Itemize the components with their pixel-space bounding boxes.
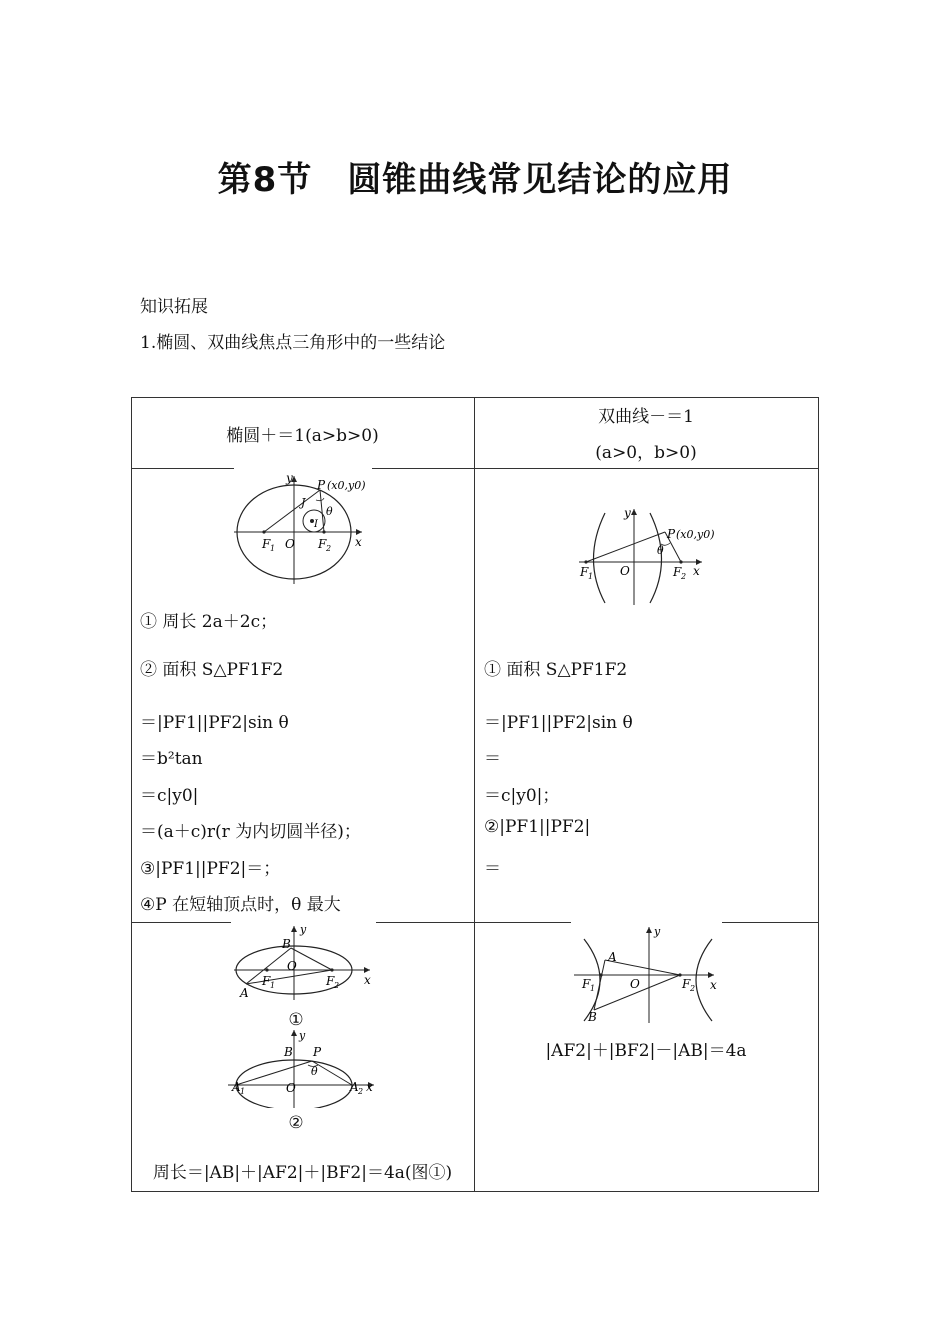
- f2-label: F: [326, 974, 335, 988]
- a2-label: A: [350, 1080, 359, 1094]
- row-divider: [131, 468, 234, 469]
- hyperbola-header-line2: (a>0，b>0): [595, 443, 697, 463]
- a1-label: A: [232, 1080, 241, 1094]
- ellipse-item-5: ＝c|y0|: [140, 786, 199, 806]
- hyperbola-item-2: ＝|PF1||PF2|sin θ: [484, 713, 633, 733]
- origin-label: O: [285, 537, 295, 551]
- x-axis-label: x: [710, 978, 717, 992]
- b-label: B: [282, 937, 291, 951]
- hyperbola-focal-triangle-figure: [577, 505, 727, 607]
- y-axis-label: y: [299, 1029, 306, 1042]
- row-divider: [372, 468, 819, 469]
- ellipse-item-2: ② 面积 S△PF1F2: [140, 660, 284, 680]
- f1-label: F: [262, 974, 271, 988]
- ellipse-item-1: ① 周长 2a＋2c；: [140, 612, 278, 632]
- ellipse-item-7: ③|PF1||PF2|＝；: [140, 859, 281, 879]
- p-coord: (x0,y0): [327, 479, 366, 492]
- b-label: B: [588, 1010, 597, 1024]
- figure-caption-2: ②: [288, 1113, 304, 1133]
- origin-label: O: [286, 1081, 296, 1095]
- f2-label: F: [673, 565, 682, 579]
- origin-label: O: [630, 977, 640, 991]
- p-coord: (x0,y0): [676, 528, 715, 541]
- y-axis-label: y: [286, 471, 293, 485]
- theta-label: θ: [657, 544, 664, 557]
- a1-sub: 1: [240, 1087, 246, 1096]
- x-axis-label: x: [366, 1080, 373, 1094]
- ellipse-focal-chord-figure: [232, 922, 377, 1002]
- hyperbola-focal-chord-figure: [572, 925, 722, 1025]
- f2-sub: 2: [334, 981, 340, 990]
- ellipse-item-8: ④P 在短轴顶点时，θ 最大: [140, 895, 341, 915]
- ellipse-item-4: ＝b²tan: [140, 749, 203, 769]
- x-axis-label: x: [355, 535, 362, 549]
- p-label: P: [317, 478, 326, 492]
- origin-label: O: [620, 564, 630, 578]
- figure-caption-1: ①: [288, 1010, 304, 1030]
- y-axis-label: y: [300, 923, 307, 936]
- row-divider: [722, 922, 819, 923]
- b-label: B: [284, 1045, 293, 1059]
- f2-label: F: [682, 977, 691, 991]
- ellipse-vertex-angle-figure: [226, 1028, 381, 1108]
- f1-label: F: [580, 565, 589, 579]
- table-border-bottom: [131, 1191, 819, 1192]
- item-heading: 1.椭圆、双曲线焦点三角形中的一些结论: [140, 333, 446, 353]
- hyperbola-item-3: ＝: [484, 749, 501, 769]
- x-axis-label: x: [364, 973, 371, 987]
- f1-sub: 1: [270, 981, 276, 990]
- f1-sub: 1: [590, 984, 596, 993]
- p-label: P: [667, 527, 676, 541]
- hyperbola-item-6: ＝: [484, 859, 501, 879]
- a-label: A: [240, 986, 249, 1000]
- x-axis-label: x: [693, 564, 700, 578]
- ellipse-item-3: ＝|PF1||PF2|sin θ: [140, 713, 289, 733]
- hyperbola-item-4: ＝c|y0|；: [484, 786, 560, 806]
- y-axis-label: y: [654, 925, 661, 938]
- p-label: P: [313, 1045, 322, 1059]
- hyperbola-chord-formula: |AF2|＋|BF2|－|AB|＝4a: [545, 1041, 747, 1061]
- theta-label: θ: [326, 505, 333, 518]
- f2-label: F: [318, 537, 327, 551]
- row-divider: [131, 922, 231, 923]
- table-border-left: [131, 397, 132, 1192]
- section-label: 知识拓展: [140, 297, 208, 317]
- j-label: J: [301, 496, 306, 509]
- table-column-divider: [474, 397, 475, 1192]
- theta-label: θ: [311, 1065, 318, 1078]
- ellipse-header: 椭圆＋＝1(a>b>0): [226, 426, 379, 446]
- f2-sub: 2: [326, 544, 332, 553]
- origin-label: O: [287, 959, 297, 973]
- ellipse-perimeter-formula: 周长＝|AB|＋|AF2|＋|BF2|＝4a(图①): [152, 1163, 453, 1183]
- f2-sub: 2: [690, 984, 696, 993]
- page-title: 第8节 圆锥曲线常见结论的应用: [217, 160, 733, 200]
- table-border-top: [131, 397, 819, 398]
- ellipse-item-6: ＝(a＋c)r(r 为内切圆半径)；: [140, 822, 361, 842]
- a-label: A: [608, 950, 617, 964]
- f1-sub: 1: [588, 572, 594, 581]
- i-label: I: [314, 519, 318, 530]
- f1-label: F: [262, 537, 271, 551]
- y-axis-label: y: [624, 506, 631, 520]
- hyperbola-header-line1: 双曲线－＝1: [598, 407, 694, 427]
- hyperbola-item-5: ②|PF1||PF2|: [484, 817, 591, 837]
- a2-sub: 2: [358, 1087, 364, 1096]
- f1-label: F: [582, 977, 591, 991]
- row-divider: [376, 922, 571, 923]
- f2-sub: 2: [681, 572, 687, 581]
- hyperbola-item-1: ① 面积 S△PF1F2: [484, 660, 628, 680]
- ellipse-focal-triangle-figure: [232, 470, 377, 585]
- f1-sub: 1: [270, 544, 276, 553]
- table-border-right: [818, 397, 819, 1192]
